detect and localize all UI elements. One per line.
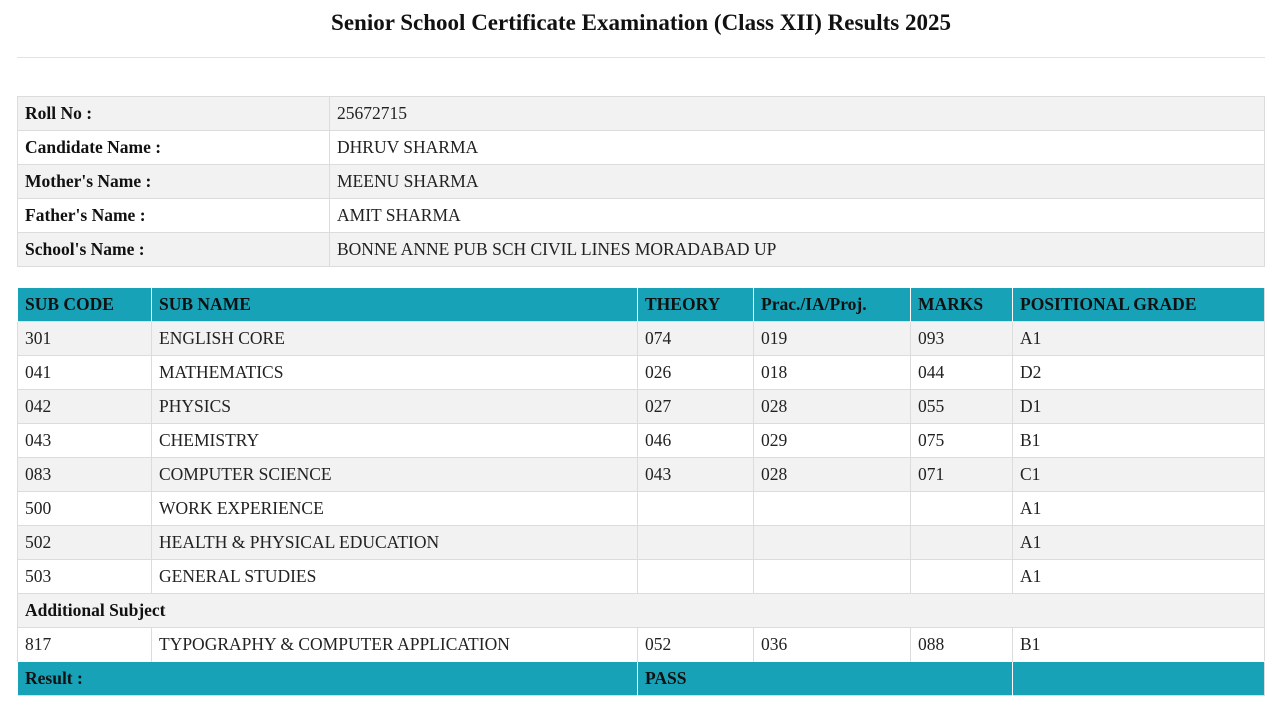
marks-cell: 075	[911, 424, 1013, 458]
sub-code-cell: 083	[18, 458, 152, 492]
header-sub-name: SUB NAME	[152, 288, 638, 322]
school-name-label: School's Name :	[18, 233, 330, 267]
sub-name-cell: TYPOGRAPHY & COMPUTER APPLICATION	[152, 628, 638, 662]
father-name-value: AMIT SHARMA	[330, 199, 1265, 233]
marks-cell: 088	[911, 628, 1013, 662]
practical-cell	[754, 560, 911, 594]
table-row	[18, 628, 1265, 662]
grade-cell: B1	[1013, 424, 1265, 458]
header-grade: POSITIONAL GRADE	[1013, 288, 1265, 322]
grade-cell: B1	[1013, 628, 1265, 662]
grade-cell: A1	[1013, 560, 1265, 594]
mother-name-value: MEENU SHARMA	[330, 165, 1265, 199]
sub-name-cell: PHYSICS	[152, 390, 638, 424]
theory-cell	[638, 526, 754, 560]
sub-name-cell: GENERAL STUDIES	[152, 560, 638, 594]
practical-cell: 029	[754, 424, 911, 458]
roll-no-label: Roll No :	[18, 97, 330, 131]
sub-name-cell: CHEMISTRY	[152, 424, 638, 458]
result-label: Result :	[18, 662, 638, 696]
sub-code-cell: 502	[18, 526, 152, 560]
sub-name-cell: WORK EXPERIENCE	[152, 492, 638, 526]
result-value: PASS	[638, 662, 1013, 696]
info-row-school-name	[18, 233, 1265, 267]
sub-code-cell: 301	[18, 322, 152, 356]
practical-cell: 028	[754, 390, 911, 424]
grade-cell: C1	[1013, 458, 1265, 492]
sub-code-cell: 817	[18, 628, 152, 662]
mother-name-label: Mother's Name :	[18, 165, 330, 199]
grade-cell: A1	[1013, 322, 1265, 356]
marks-cell: 071	[911, 458, 1013, 492]
page-title: Senior School Certificate Examination (Class XII) Results 2025	[331, 10, 951, 35]
info-row-father-name	[18, 199, 1265, 233]
theory-cell: 027	[638, 390, 754, 424]
practical-cell: 019	[754, 322, 911, 356]
practical-cell: 018	[754, 356, 911, 390]
practical-cell: 036	[754, 628, 911, 662]
sub-code-cell: 043	[18, 424, 152, 458]
sub-code-cell: 500	[18, 492, 152, 526]
sub-code-cell: 041	[18, 356, 152, 390]
candidate-name-value: DHRUV SHARMA	[330, 131, 1265, 165]
grade-cell: D1	[1013, 390, 1265, 424]
grade-cell: A1	[1013, 526, 1265, 560]
info-row-candidate-name	[18, 131, 1265, 165]
result-row	[18, 662, 1265, 696]
theory-cell	[638, 492, 754, 526]
theory-cell: 074	[638, 322, 754, 356]
sub-name-cell: HEALTH & PHYSICAL EDUCATION	[152, 526, 638, 560]
sub-name-cell: MATHEMATICS	[152, 356, 638, 390]
marks-cell: 093	[911, 322, 1013, 356]
table-row	[18, 322, 1265, 356]
table-row	[18, 560, 1265, 594]
theory-cell: 052	[638, 628, 754, 662]
marks-cell: 044	[911, 356, 1013, 390]
marks-header-row	[18, 288, 1265, 322]
result-extra	[1013, 662, 1265, 696]
marks-cell: 055	[911, 390, 1013, 424]
roll-no-value: 25672715	[330, 97, 1265, 131]
sub-name-cell: ENGLISH CORE	[152, 322, 638, 356]
marks-table	[17, 287, 1265, 696]
theory-cell: 046	[638, 424, 754, 458]
marks-cell	[911, 492, 1013, 526]
father-name-label: Father's Name :	[18, 199, 330, 233]
info-row-mother-name	[18, 165, 1265, 199]
table-row	[18, 390, 1265, 424]
practical-cell	[754, 492, 911, 526]
table-row	[18, 492, 1265, 526]
theory-cell: 043	[638, 458, 754, 492]
table-row	[18, 356, 1265, 390]
theory-cell: 026	[638, 356, 754, 390]
practical-cell: 028	[754, 458, 911, 492]
table-row	[18, 526, 1265, 560]
table-row	[18, 424, 1265, 458]
sub-code-cell: 503	[18, 560, 152, 594]
header-practical: Prac./IA/Proj.	[754, 288, 911, 322]
sub-code-cell: 042	[18, 390, 152, 424]
grade-cell: D2	[1013, 356, 1265, 390]
school-name-value: BONNE ANNE PUB SCH CIVIL LINES MORADABAD UP	[330, 233, 1265, 267]
title-divider	[17, 57, 1265, 58]
additional-subject-row	[18, 594, 1265, 628]
candidate-name-label: Candidate Name :	[18, 131, 330, 165]
table-row	[18, 458, 1265, 492]
sub-name-cell: COMPUTER SCIENCE	[152, 458, 638, 492]
marks-cell	[911, 526, 1013, 560]
marks-cell	[911, 560, 1013, 594]
info-row-roll-no	[18, 97, 1265, 131]
header-sub-code: SUB CODE	[18, 288, 152, 322]
grade-cell: A1	[1013, 492, 1265, 526]
additional-subject-label: Additional Subject	[18, 594, 1265, 628]
header-theory: THEORY	[638, 288, 754, 322]
candidate-info-table	[17, 96, 1265, 267]
theory-cell	[638, 560, 754, 594]
header-marks: MARKS	[911, 288, 1013, 322]
practical-cell	[754, 526, 911, 560]
